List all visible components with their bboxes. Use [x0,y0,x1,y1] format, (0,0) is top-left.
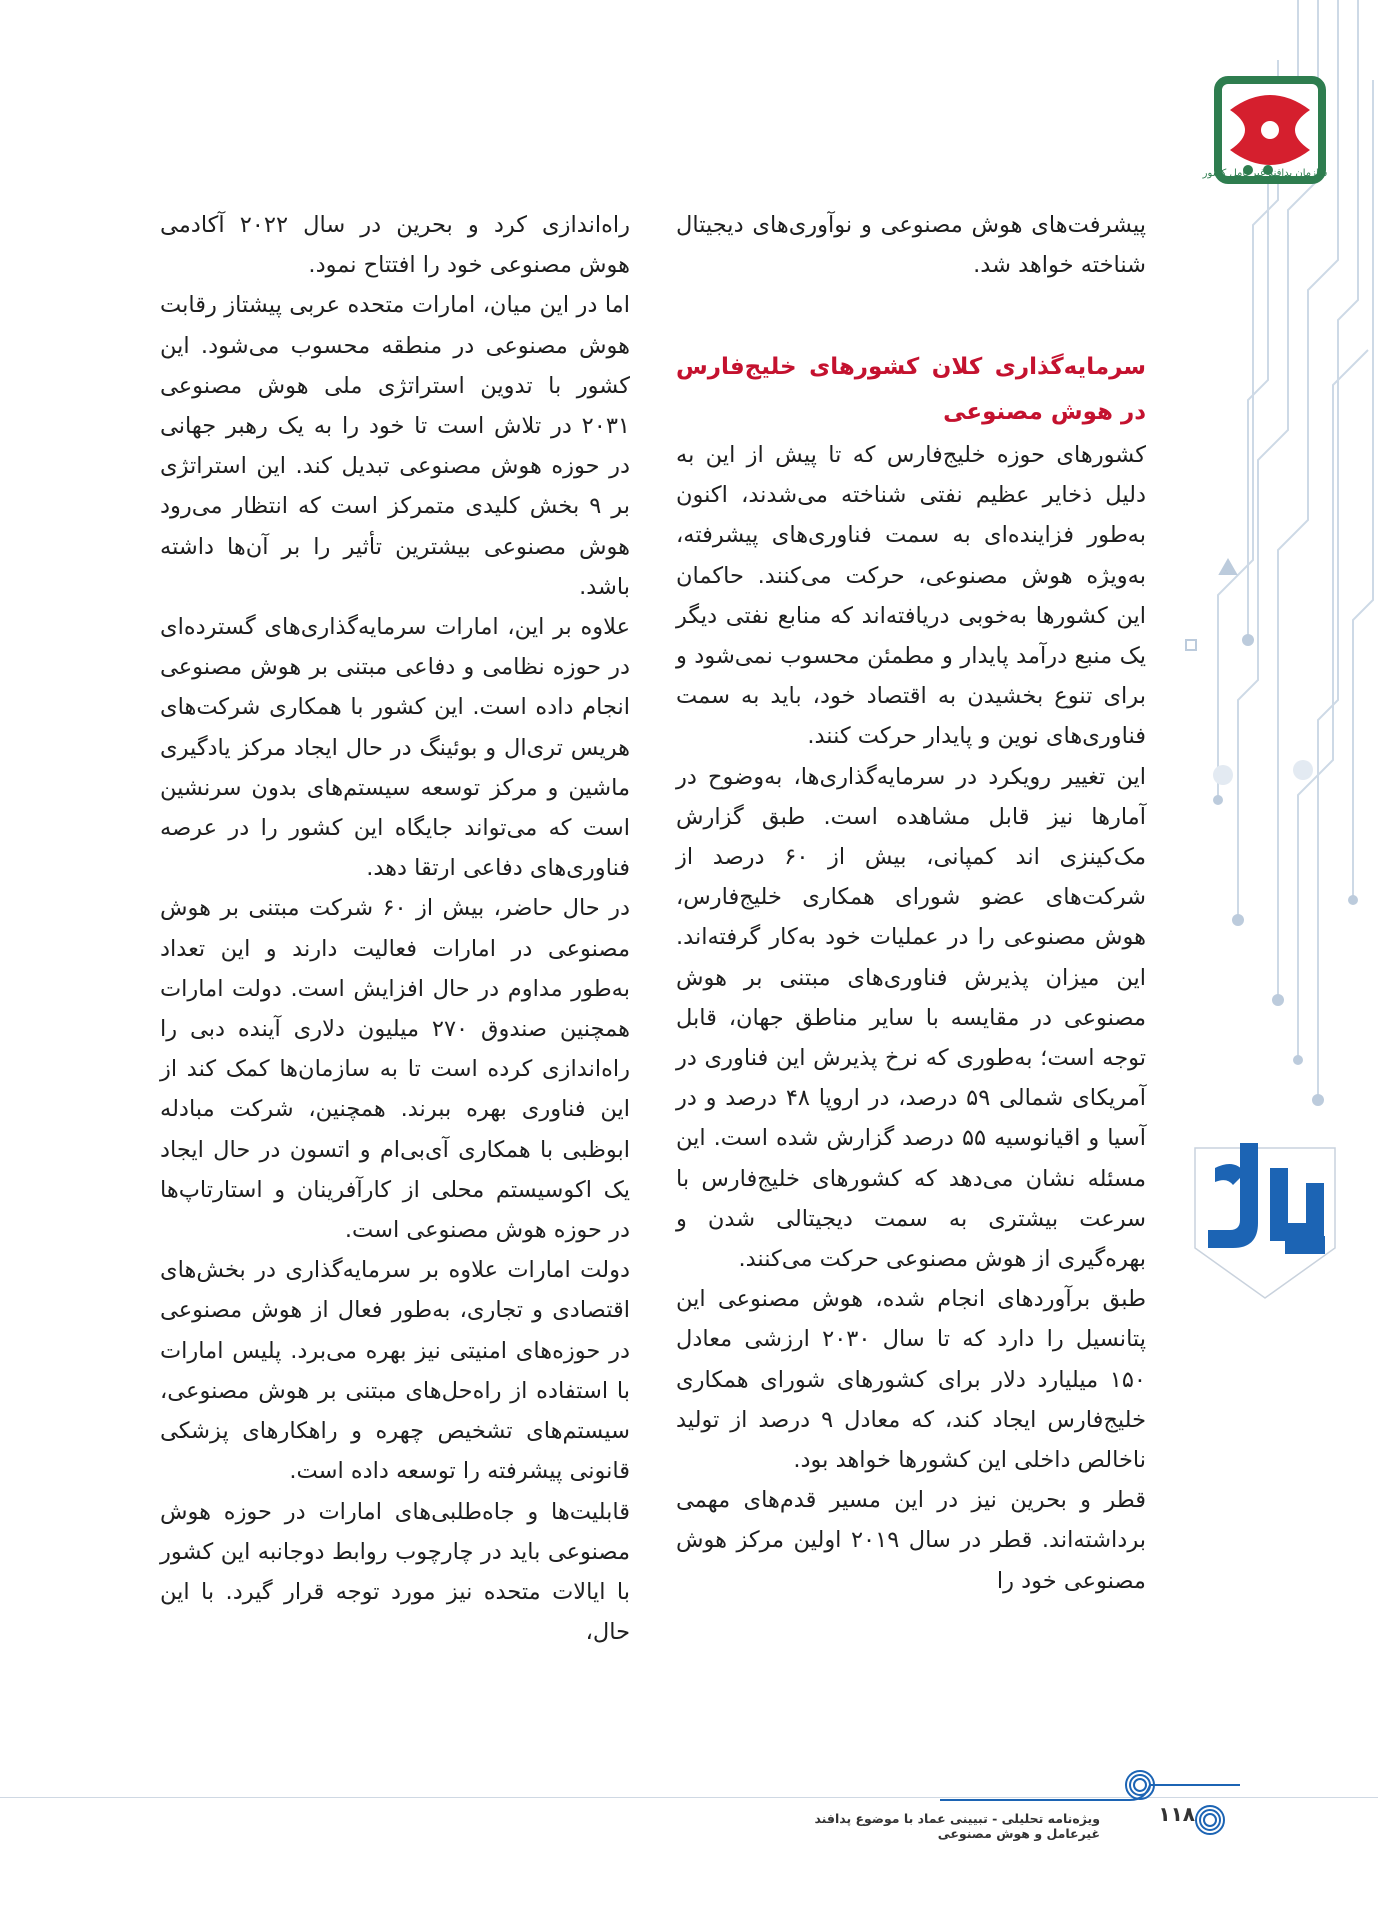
right-column-body [676,435,1146,1601]
organization-logo [1210,70,1330,210]
paragraph: اما در این میان، امارات متحده عربی پیشتاز رقابت هوش مصنوعی در منطقه محسوب می‌شود. این کشور با تدوین استراتژی ملی هوش مصنوعی ۲۰۳۱ در تلاش است تا خود را به یک رهبر جهانی در حوزه هوش مصنوعی تبدیل کند. این استراتژی بر ۹ بخش کلیدی متمرکز است که انتظار می‌رود هوش مصنوعی بیشترین تأثیر را بر آن‌ها داشته باشد. [160,292,630,600]
footer-title: ویژه‌نامه تحلیلی - تبیینی عماد با موضوع پدافند غیرعامل و هوش مصنوعی [814,1811,1100,1841]
section-heading: سرمایه‌گذاری کلان کشورهای خلیج‌فارس در هوش مصنوعی [676,354,1146,425]
paragraph: قابلیت‌ها و جاه‌طلبی‌های امارات در حوزه هوش مصنوعی باید در چارچوب روابط دوجانبه این کشور با ایالات متحده نیز مورد توجه قرار گیرد. با این حال، [160,1498,630,1646]
emad-logo [1185,1128,1350,1303]
paragraph: این تغییر رویکرد در سرمایه‌گذاری‌ها، به‌وضوح در آمارها نیز قابل مشاهده است. طبق گزارش مک‌کینزی اند کمپانی، بیش از ۶۰ درصد از شرکت‌های عضو شورای همکاری خلیج‌فارس، هوش مصنوعی را در عملیات خود به‌کار گرفته‌اند. این میزان پذیرش فناوری‌های مبتنی بر هوش مصنوعی در مقایسه با سایر مناطق جهان، قابل توجه است؛ به‌طوری که نرخ پذیرش این فناوری در آمریکای شمالی ۵۹ درصد، در اروپا ۴۸ درصد و در آسیا و اقیانوسیه ۵۵ درصد گزارش شده است. این مسئله نشان می‌دهد که کشورهای خلیج‌فارس با سرعت بیشتری به سمت دیجیتالی شدن و بهره‌گیری از هوش مصنوعی حرکت می‌کنند. [676,763,1146,1273]
paragraph: قطر و بحرین نیز در این مسیر قدم‌های مهمی برداشته‌اند. قطر در سال ۲۰۱۹ اولین مرکز هوش مصنوعی خود را [676,1487,1146,1594]
paragraph: راه‌اندازی کرد و بحرین در سال ۲۰۲۲ آکادمی هوش مصنوعی خود را افتتاح نمود. [160,212,630,279]
paragraph: دولت امارات علاوه بر سرمایه‌گذاری در بخش‌های اقتصادی و تجاری، به‌طور فعال از هوش مصنوعی در حوزه‌های امنیتی نیز بهره می‌برد. پلیس امارات با استفاده از راه‌حل‌های مبتنی بر هوش مصنوعی، سیستم‌های تشخیص چهره و راهکارهای پزشکی قانونی پیشرفته را توسعه داده است. [160,1257,630,1485]
intro-paragraph: پیشرفت‌های هوش مصنوعی و نوآوری‌های دیجیتال شناخته خواهد شد. [676,212,1146,279]
logo-caption: سازمان پدافند غیرعامل کشور [1202,168,1328,179]
paragraph: در حال حاضر، بیش از ۶۰ شرکت مبتنی بر هوش مصنوعی در امارات فعالیت دارند و این تعداد به‌طور مداوم در حال افزایش است. دولت امارات همچنین صندوق ۲۷۰ میلیون دلاری آینده دبی را راه‌اندازی کرده است تا به سازمان‌ها کمک کند از این فناوری بهره ببرند. همچنین، شرکت مبادله ابوظبی با همکاری آی‌بی‌ام و اتسون در حال ایجاد یک اکوسیستم محلی از کارآفرینان و استارتاپ‌ها در حوزه هوش مصنوعی است. [160,895,630,1244]
paragraph: علاوه بر این، امارات سرمایه‌گذاری‌های گسترده‌ای در حوزه نظامی و دفاعی مبتنی بر هوش مصنوعی انجام داده است. این کشور با همکاری شرکت‌های هریس تری‌ال و بوئینگ در حال ایجاد مرکز یادگیری ماشین و مرکز توسعه سیستم‌های بدون سرنشین است که می‌تواند جایگاه این کشور را در عرصه فناوری‌های دفاعی ارتقا دهد. [160,614,630,882]
paragraph: کشورهای حوزه خلیج‌فارس که تا پیش از این به دلیل ذخایر عظیم نفتی شناخته می‌شدند، اکنون به‌طور فزاینده‌ای به سمت فناوری‌های پیشرفته، به‌ویژه هوش مصنوعی، حرکت می‌کنند. حاکمان این کشورها به‌خوبی دریافته‌اند که منابع نفتی دیگر یک منبع درآمد پایدار و مطمئن محسوب نمی‌شود و برای تنوع بخشیدن به اقتصاد خود، باید به سمت فناوری‌های نوین و پایدار حرکت کنند. [676,442,1146,750]
page-number: ۱۱۸ [1158,1802,1195,1826]
paragraph: طبق برآوردهای انجام شده، هوش مصنوعی این پتانسیل را دارد که تا سال ۲۰۳۰ ارزشی معادل ۱۵۰ میلیارد دلار برای کشورهای شورای همکاری خلیج‌فارس ایجاد کند، که معادل ۹ درصد از تولید ناخالص داخلی این کشورها خواهد بود. [676,1286,1146,1474]
left-column-body [160,205,630,1652]
